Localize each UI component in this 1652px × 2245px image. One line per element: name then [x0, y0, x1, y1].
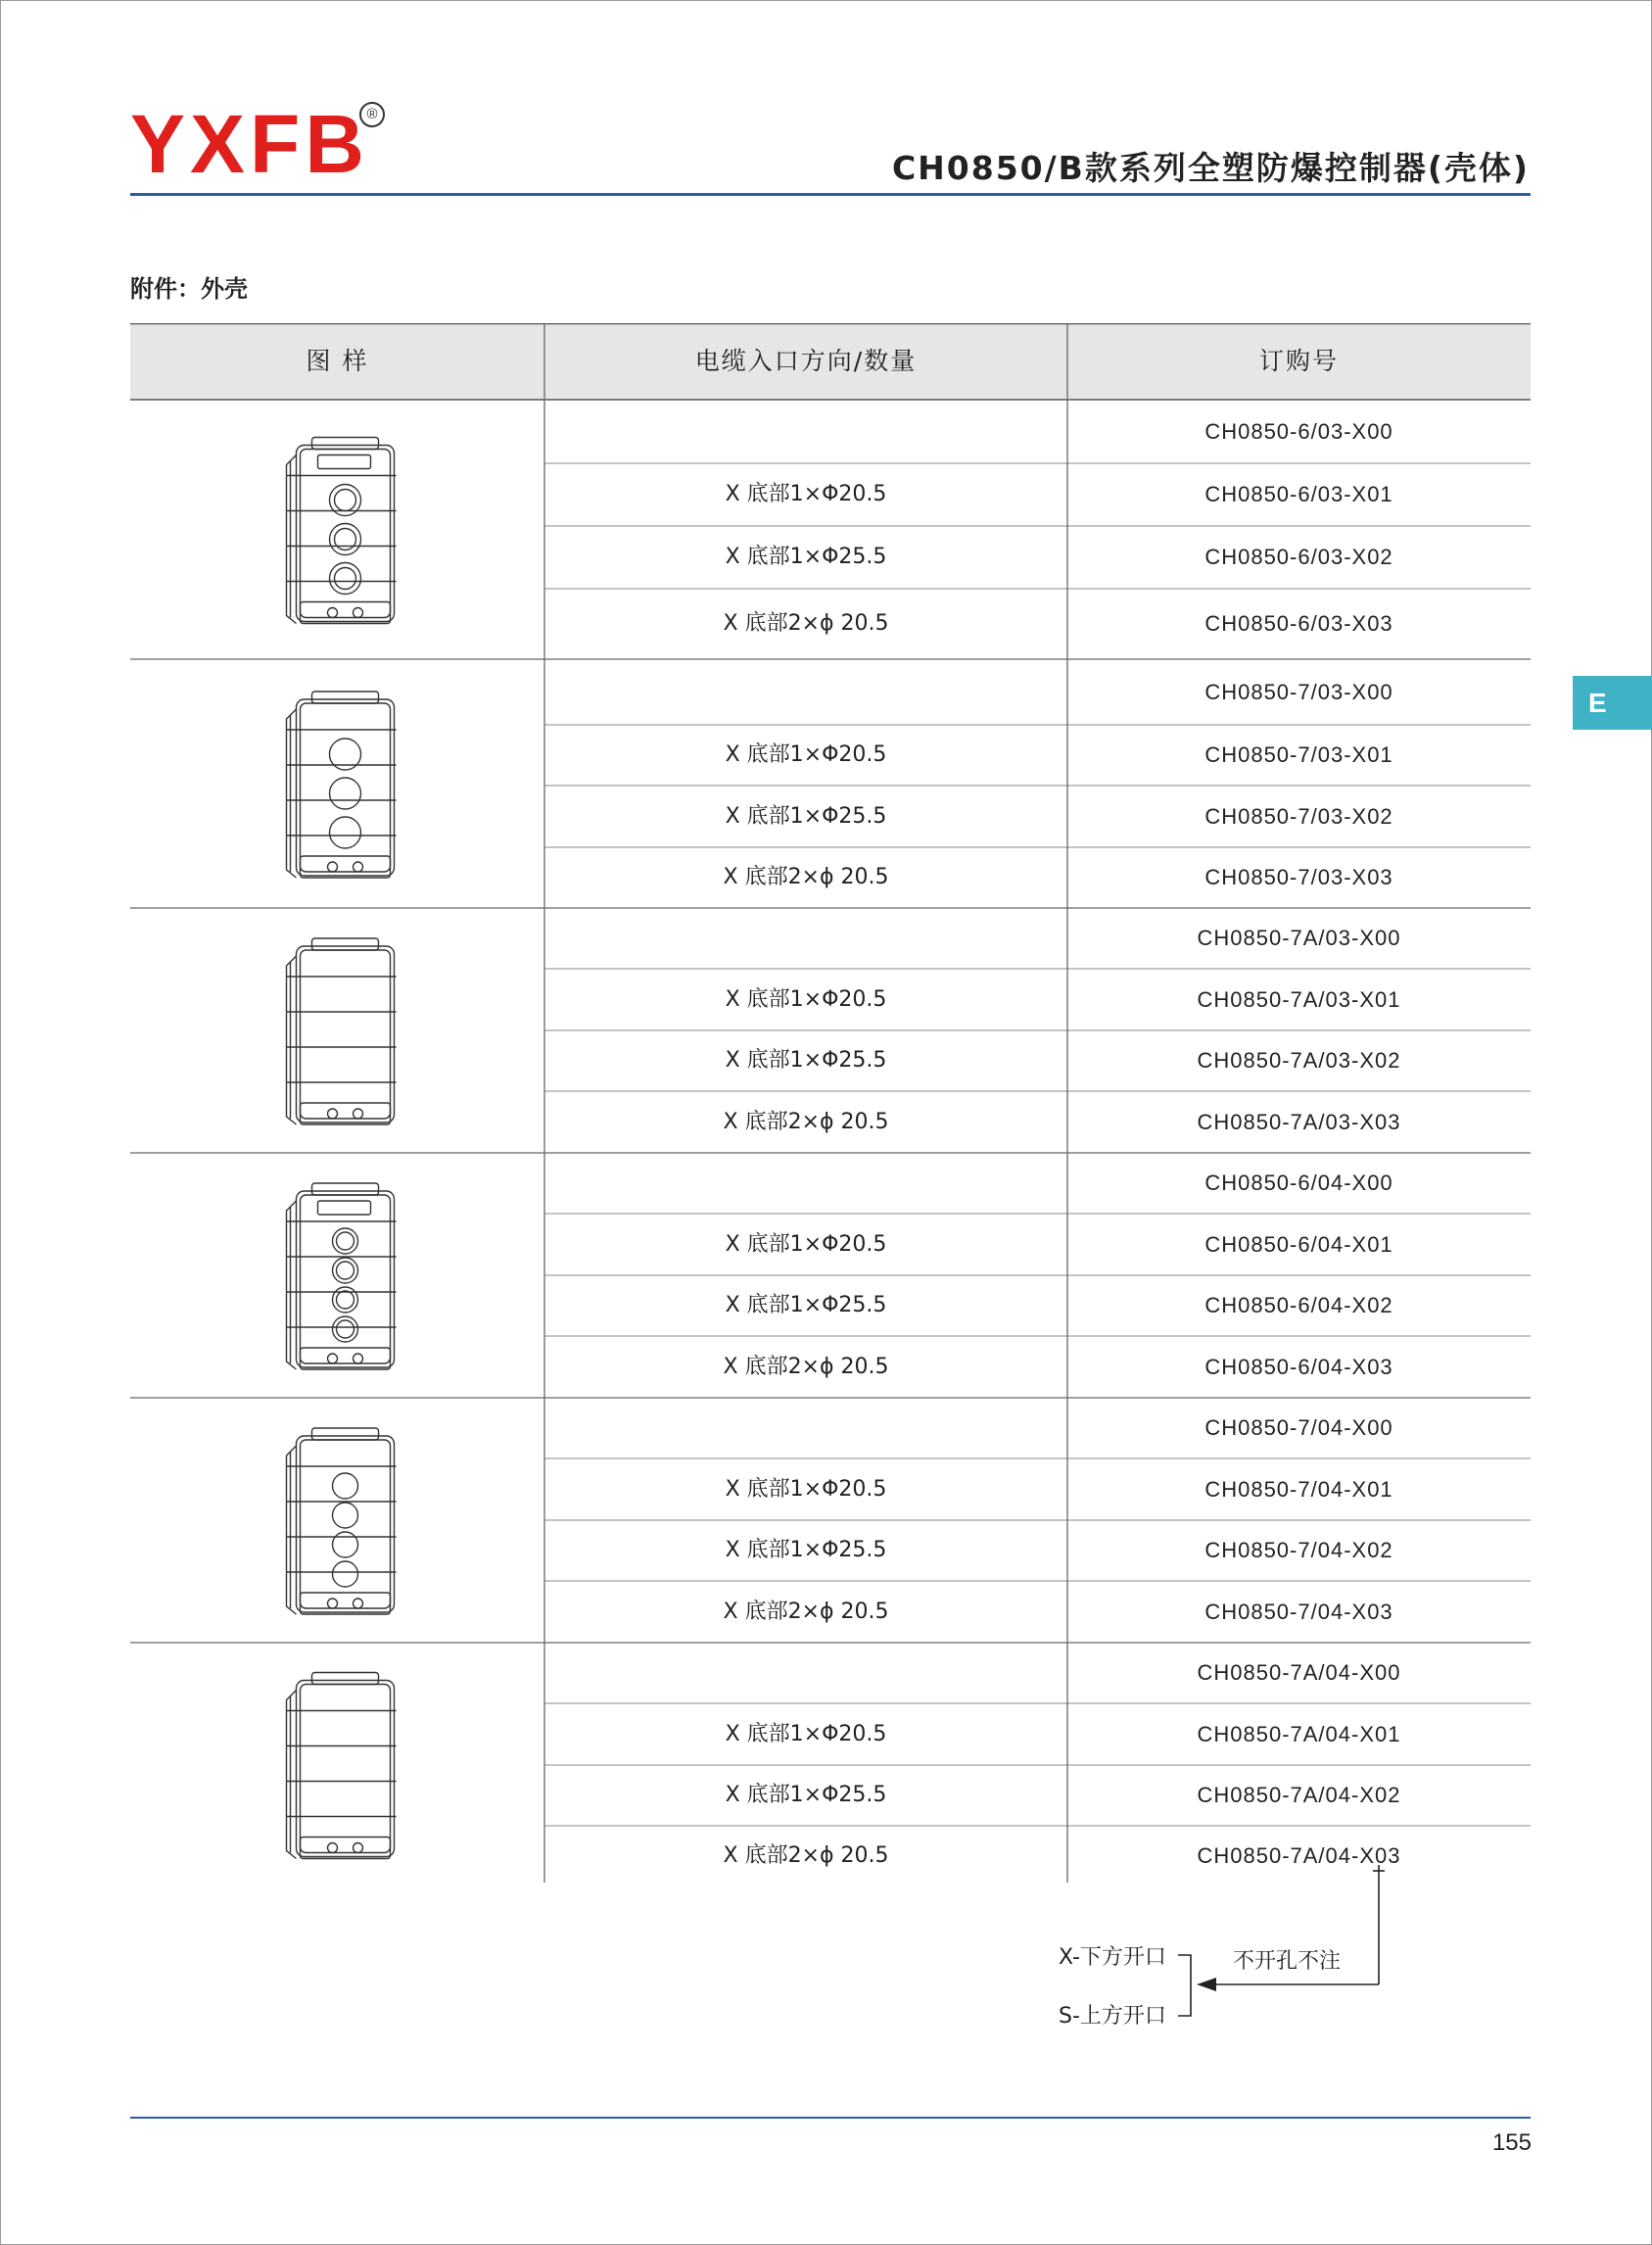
housing-drawing-icon — [130, 908, 544, 1153]
column-header-order-number: 订购号 — [1258, 347, 1339, 375]
housing-drawing-icon — [130, 659, 544, 908]
section-tab-e[interactable]: E — [1573, 676, 1652, 730]
page-number: 155 — [1491, 2129, 1532, 2156]
cable-entry-cell — [544, 1398, 1067, 1458]
order-number-cell: CH0850-6/04-X03 — [1204, 1354, 1393, 1379]
order-number-cell: CH0850-6/04-X01 — [1204, 1231, 1393, 1257]
legend-bottom-opening: X-下方开口 — [1059, 1945, 1166, 1970]
order-number-cell: CH0850-7A/03-X00 — [1197, 926, 1401, 950]
order-number-cell: CH0850-6/04-X02 — [1204, 1293, 1393, 1317]
order-number-cell: CH0850-7/03-X03 — [1204, 865, 1393, 889]
housing-drawing-icon — [130, 1398, 544, 1643]
housing-drawing-cell — [130, 908, 544, 1153]
housing-drawing-cell — [130, 400, 544, 659]
order-number-cell: CH0850-6/03-X03 — [1204, 611, 1393, 636]
housing-drawing-cell — [130, 1153, 544, 1398]
registered-mark: ® — [359, 102, 385, 127]
cable-entry-cell: X 底部1×Φ20.5 — [725, 1476, 887, 1502]
cable-entry-cell: X 底部2×ϕ 20.5 — [723, 1843, 889, 1868]
order-number-cell: CH0850-7/04-X02 — [1204, 1538, 1393, 1562]
cable-entry-cell — [544, 908, 1067, 969]
cable-entry-cell: X 底部1×Φ25.5 — [725, 1293, 887, 1317]
cable-entry-cell: X 底部1×Φ20.5 — [725, 742, 887, 767]
header-rule — [130, 193, 1531, 196]
cable-entry-cell: X 底部1×Φ25.5 — [725, 1538, 887, 1562]
housing-drawing-cell — [130, 1398, 544, 1643]
order-number-cell: CH0850-7A/03-X01 — [1197, 986, 1401, 1012]
cable-entry-cell — [544, 402, 1067, 462]
cable-entry-cell: X 底部1×Φ20.5 — [725, 482, 887, 506]
legend-top-opening: S-上方开口 — [1059, 2004, 1166, 2029]
legend-no-hole: 不开孔不注 — [1233, 1949, 1342, 1974]
order-number-cell: CH0850-7A/04-X03 — [1197, 1843, 1401, 1868]
order-number-cell: CH0850-7/03-X01 — [1204, 742, 1393, 767]
order-number-cell: CH0850-7A/03-X03 — [1197, 1109, 1401, 1134]
order-number-cell: CH0850-7A/04-X02 — [1197, 1783, 1401, 1807]
cable-entry-cell — [544, 662, 1067, 723]
housing-drawing-icon — [130, 1153, 544, 1398]
cable-entry-cell: X 底部1×Φ20.5 — [725, 986, 887, 1012]
order-number-cell: CH0850-6/03-X02 — [1204, 545, 1393, 569]
housing-drawing-cell — [130, 659, 544, 908]
order-number-cell: CH0850-6/04-X00 — [1204, 1170, 1393, 1195]
cable-entry-cell — [544, 1153, 1067, 1214]
order-number-cell: CH0850-6/03-X01 — [1204, 482, 1393, 506]
footer-rule — [130, 2117, 1531, 2119]
column-header-cable-entry: 电缆入口方向/数量 — [694, 347, 918, 375]
cable-entry-cell: X 底部2×ϕ 20.5 — [723, 1109, 889, 1134]
cable-entry-cell: X 底部1×Φ25.5 — [725, 803, 887, 829]
cable-entry-cell: X 底部1×Φ25.5 — [725, 545, 887, 569]
order-number-cell: CH0850-7A/03-X02 — [1197, 1048, 1401, 1073]
order-table — [130, 323, 1531, 1883]
page-title: CH0850/B款系列全塑防爆控制器(壳体) — [891, 149, 1530, 187]
cable-entry-cell: X 底部2×ϕ 20.5 — [723, 1599, 889, 1624]
order-number-cell: CH0850-7/04-X00 — [1204, 1415, 1393, 1440]
housing-drawing-icon — [130, 400, 544, 659]
order-number-cell: CH0850-7/03-X02 — [1204, 803, 1393, 829]
order-number-cell: CH0850-6/03-X00 — [1204, 418, 1393, 444]
order-number-cell: CH0850-7/03-X00 — [1204, 679, 1393, 704]
housing-drawing-cell — [130, 1643, 544, 1887]
cable-entry-cell — [544, 1643, 1067, 1703]
cable-entry-cell: X 底部1×Φ25.5 — [725, 1783, 887, 1807]
cable-entry-cell: X 底部2×ϕ 20.5 — [723, 611, 889, 636]
order-number-cell: CH0850-7/04-X01 — [1204, 1476, 1393, 1502]
housing-drawing-icon — [130, 1643, 544, 1887]
order-number-cell: CH0850-7A/04-X01 — [1197, 1721, 1401, 1746]
order-number-cell: CH0850-7/04-X03 — [1204, 1599, 1393, 1624]
cable-entry-cell: X 底部1×Φ25.5 — [725, 1048, 887, 1073]
section-label: 附件：外壳 — [130, 275, 248, 303]
brand-logo: YXFB — [130, 98, 370, 190]
cable-entry-cell: X 底部2×ϕ 20.5 — [723, 865, 889, 889]
order-number-cell: CH0850-7A/04-X00 — [1197, 1660, 1401, 1685]
column-header-drawing: 图 样 — [306, 347, 369, 375]
cable-entry-cell: X 底部2×ϕ 20.5 — [723, 1354, 889, 1379]
cable-entry-cell: X 底部1×Φ20.5 — [725, 1721, 887, 1746]
cable-entry-cell: X 底部1×Φ20.5 — [725, 1231, 887, 1257]
